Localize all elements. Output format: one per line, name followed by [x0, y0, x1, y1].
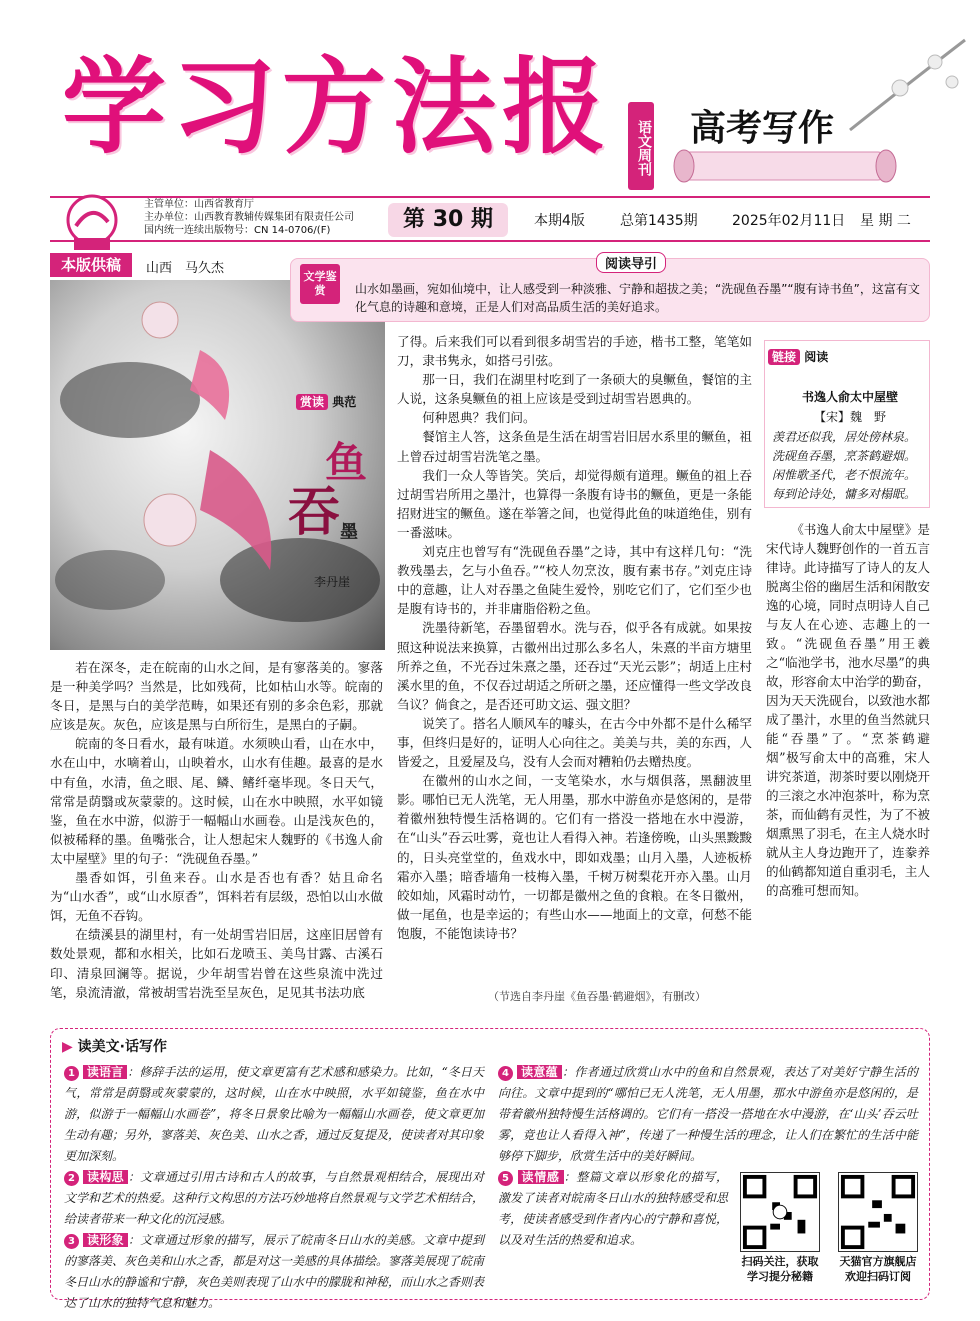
paragraph: 皖南的冬日看水，最有味道。水须映山看，山在水中，水在山中，水嘀着山，山映着水，山水有佳趣。最喜的是水中有鱼，水清，鱼之眼、尾、鳞、鳍纤毫毕现。冬日天气，常常是荫翳或灰蒙蒙的。这时候，山在水中映照，水平如镜鉴，鱼在水中游，似游于一幅幅山水画卷。山是浅灰色的，似被稀释的墨。鱼嘴张合，让人想起宋人魏野的《书逸人俞太中屋壁》里的句子：“洗砚鱼吞墨。”	[50, 736, 383, 866]
section-tag-model: 典范	[332, 395, 357, 409]
reading-guide-label: 阅读导引	[596, 252, 666, 273]
tip-tag: 读情感	[518, 1170, 564, 1184]
tip-number: 5	[498, 1171, 513, 1186]
link-tag-read: 阅读	[804, 350, 829, 364]
tip-item	[498, 1167, 728, 1251]
linked-reading-tag	[768, 348, 828, 365]
qr-caption-line: 扫码关注，获取	[741, 1255, 819, 1268]
writing-tips-heading	[62, 1036, 167, 1056]
tip-text: ：文章通过引用古诗和古人的故事，与自然景观相结合，展现出对文学和艺术的热爱。这种行文构思的方法巧妙地将自然景观与文学艺术相结合，给读者带来一种文化的沉浸感。	[64, 1170, 485, 1226]
qr-caption-line: 学习提分秘籍	[747, 1270, 813, 1283]
article-title-char-1: 鱼	[325, 438, 368, 487]
paragraph: 在徽州的山水之间，一支笔染水，水与烟俱落，黑翻波里影。哪怕已无人洗笔，无人用墨，那水中游鱼亦是悠闲的，是带着徽州独特慢生活格调的。它们有一搭没一搭地在水中漫游，在“山头”吞云吐雾，竟也让人看得入神。若逢傍晚，山头黑黢黢的，日头亮堂堂的，鱼戏水中，即如戏墨；山月入墨，人迹板桥霜亦入墨；暗香墙角一枝梅入墨，千树万树梨花开亦入墨。山月皎如灿，风霜时动竹，一切都是徽州之鱼的食粮。在冬日徽州，做一尾鱼，也是幸运的；有些山水——地面上的文章，何愁不能饱腹，不能饱读诗书？	[397, 773, 752, 941]
section-tag	[296, 393, 356, 410]
issue-weekday: 星 期 二	[860, 213, 911, 229]
poem-line: 每到论诗处，慵多对榻眠。	[772, 487, 917, 501]
literature-appreciation-tag: 文学鉴赏	[300, 264, 340, 304]
tip-item	[64, 1230, 484, 1314]
newspaper-logo	[52, 192, 132, 252]
qr-caption-tmall	[828, 1254, 928, 1284]
poem-title: 书逸人俞太中屋壁	[801, 390, 898, 404]
column-author: 山西 马久杰	[146, 261, 225, 276]
paragraph: 餐馆主人答，这条鱼是生活在胡雪岩旧居水系里的鳜鱼，祖上曾吞过胡雪岩洗笔之墨。	[397, 429, 752, 464]
paragraph: 洗墨待新笔，吞墨留碧水。洗与吞，似乎各有成就。如果按照这种说法来换算，古徽州出过那么多名人，朱熹的半亩方塘里所养之鱼，不光吞过朱熹之墨，还吞过“天光云影”；胡适上庄村溪水里的鱼，不仅吞过胡适之所研之墨，还应懂得一些文学改良刍议？倘食之，是否还可助文运、强文胆？	[397, 620, 752, 712]
masthead-title: 学习方法报	[62, 46, 613, 168]
page-count: 本期4版	[534, 213, 585, 229]
paragraph: 若在深冬，走在皖南的山水之间，是有寥落美的。寥落是一种美学吗？当然是，比如残荷，比如枯山水等。皖南的冬日，是黑与白的美学范畴，如果还有别的多余色彩，那就应该是灰。灰色，应该是黑与白所衍生，是黑白的子嗣。	[50, 660, 383, 733]
issue-date: 2025年02月11日	[732, 213, 846, 229]
tip-item	[64, 1062, 484, 1167]
serial-number: 国内统一连续出版物号：CN 14-0706/(F)	[144, 225, 331, 236]
tip-tag: 读语言	[83, 1065, 127, 1079]
plum-blossom-decoration	[840, 30, 970, 140]
weekly-tag: 语文周刊	[628, 102, 654, 190]
tip-item	[64, 1167, 484, 1230]
article-column-1	[50, 658, 383, 1002]
paragraph: 何种恩典？我们问。	[422, 410, 536, 426]
poem-commentary: 《书逸人俞太中屋壁》是宋代诗人魏野创作的一首五言律诗。此诗描写了诗人的友人脱离尘俗的幽居生活和闲散安逸的心境，同时点明诗人自己与友人在心迹、志趣上的一致。“洗砚鱼吞墨”用王羲之“临池学书，池水尽墨”的典故，形容俞太中治学的勤奋，因为天天洗砚台，以致池水都成了墨汁，水里的鱼当然就只能“吞墨”了。“烹茶鹤避烟”极写俞太中的高雅，宋人讲究茶道，沏茶时要以刚烧开的三滚之水冲泡茶叶，称为烹茶，而仙鹤有灵性，为了不被烟熏黑了羽毛，在主人烧水时就从主人身边跑开了，连豢养的仙鹤都知道自重羽毛，主人的高雅可想而知。	[766, 522, 931, 898]
paragraph: 说笑了。搭名人顺风车的噱头，在古今中外都不是什么稀罕事，但终归是好的，证明人心向往之。美美与共，美的东西，人皆爱之，且爱屋及乌，没有人会而对糟粕仍去赠热度。	[397, 715, 752, 770]
paragraph: 我们一众人等皆笑。笑后，却觉得颇有道理。鳜鱼的祖上吞过胡雪岩所用之墨汁，也算得一条腹有诗书的鳜鱼，更是一条能招财进宝的鳜鱼。遂在举箸之间，也觉得此鱼的味道绝佳，别有一番滋味。	[397, 467, 752, 540]
triangle-icon: ▶	[62, 1039, 73, 1055]
reading-guide-text: 山水如墨画，宛如仙境中，让人感受到一种淡雅、宁静和超拔之美；“洗砚鱼吞墨”“腹有诗书鱼”，这富有文化气息的诗趣和意境，正是人们对高品质生活的美好追求。	[355, 282, 920, 314]
link-tag-label: 链接	[768, 349, 800, 365]
source-note: （节选自李丹崖《鱼吞墨·鹤避烟》，有删改）	[488, 990, 706, 1003]
poem-lines	[772, 428, 926, 504]
tip-number: 1	[64, 1066, 79, 1081]
article-title-char-3: 墨	[340, 522, 358, 543]
tip-item	[498, 1062, 918, 1167]
qr-caption-line: 欢迎扫码订阅	[845, 1270, 911, 1283]
tip-tag: 读构思	[83, 1170, 128, 1184]
poem-line: 闲惟歌圣代，老不恨流年。	[772, 468, 917, 482]
paragraph: 刘克庄也曾写有“洗砚鱼吞墨”之诗，其中有这样几句：“洗教残墨去，乞与小鱼吞。”“校人勿烹汝，腹有素书存。”刘克庄诗中的意趣，让人对吞墨之鱼陡生爱怜，别吃它们了，它们至少也是腹有诗书的，并非庸脂俗粉之鱼。	[397, 544, 752, 617]
poem-author: 【宋】魏 野	[813, 410, 886, 424]
writing-tips-column-1	[64, 1062, 484, 1314]
edition-subtitle: 高考写作	[690, 108, 835, 149]
publication-info	[144, 198, 354, 237]
total-issue: 总第1435期	[620, 213, 698, 229]
qr-caption-line: 天猫官方旗舰店	[839, 1255, 917, 1268]
tip-text: ：整篇文章以形象化的描写，激发了读者对皖南冬日山水的独特感受和思考，使读者感受到作者内心的宁静和喜悦，以及对生活的热爱和追求。	[498, 1170, 728, 1247]
scroll-decoration	[664, 140, 914, 190]
writing-tips-title: 读美文·话写作	[77, 1039, 167, 1055]
poem-line: 羡君还似我，居处傍林泉。	[772, 430, 917, 444]
section-tag-read: 赏读	[296, 394, 328, 410]
paragraph: 那一日，我们在湖里村吃到了一条硕大的臭鳜鱼，餐馆的主人说，这条臭鳜鱼的祖上应该是受到过胡雪岩恩典的。	[397, 372, 752, 407]
tip-number: 2	[64, 1171, 79, 1186]
poem-line: 洗砚鱼吞墨，烹茶鹤避烟。	[772, 449, 917, 463]
tip-text: ：修辞手法的运用，使文章更富有艺术感和感染力。比如，“冬日天气，常常是荫翳或灰蒙蒙的，这时候，山在水中映照，水平如镜鉴，鱼在水中游，似游于一幅幅山水画卷”，将冬日景象比喻为一幅幅山水画卷，使文章更加生动有趣；另外，寥落美、灰色美、山水之香，通过反复提及，使读者对其印象更加深刻。	[64, 1065, 485, 1163]
paragraph: 了得。后来我们可以看到很多胡雪岩的手迹，楷书工整，笔笔如刀，隶书隽永，如搭弓引弦。	[397, 334, 752, 369]
sponsor-text: 主管单位：山西省教育厅	[144, 199, 254, 210]
tip-number: 3	[64, 1234, 79, 1249]
tip-text: ：作者通过欣赏山水中的鱼和自然景观，表达了对美好宁静生活的向往。文章中提到的“哪怕已无人洗笔，无人用墨，那水中游鱼亦是悠闲的，是带着徽州独特慢生活格调的。它们有一搭没一搭地在水中漫游，在‘山头’吞云吐雾，竟也让人看得入神”，传递了一种慢生活的理念，让人们在繁忙的生活中能够停下脚步，欣赏生活中的美好瞬间。	[498, 1065, 918, 1163]
column-tag: 本版供稿	[50, 253, 132, 277]
article-column-2	[397, 332, 752, 943]
paragraph: 墨香如饵，引鱼来吞。山水是否也有香？姑且命名为“山水香”，或“山水原香”，饵料若有层级，恐怕以山水做饵，无鱼不吞钩。	[50, 870, 383, 924]
article-title-char-2: 吞	[288, 482, 341, 543]
paragraph: 在绩溪县的湖里村，有一处胡雪岩旧居，这座旧居曾有数处景观，都和水相关，比如石龙喷玉、美鸟甘露、古溪石印、清泉回澜等。据说，少年胡雪岩曾在这些泉流中洗过笔，泉流清澈，常被胡雪岩洗至呈灰色，足见其书法功底	[50, 927, 383, 1000]
tip-text: ：文章通过形象的描写，展示了皖南冬日山水的美感。文章中提到的寥落美、灰色美和山水之香，都是对这一美感的具体描绘。寥落美展现了皖南冬日山水的静谧和宁静，灰色美则表现了山水中的朦胧和神秘，而山水之香则表达了山水的独特气息和魅力。	[64, 1233, 485, 1310]
issue-number: 第 30 期	[388, 203, 508, 237]
qr-caption-wechat	[730, 1254, 830, 1284]
organizer-text: 主办单位：山西教育教辅传媒集团有限责任公司	[144, 212, 354, 223]
tip-tag: 读意蕴	[517, 1065, 562, 1079]
qr-code-tmall[interactable]	[838, 1172, 918, 1252]
tip-tag: 读形象	[83, 1233, 128, 1247]
tip-number: 4	[498, 1066, 513, 1081]
qr-code-wechat[interactable]	[740, 1172, 820, 1252]
article-author: 李丹崖	[314, 575, 351, 589]
